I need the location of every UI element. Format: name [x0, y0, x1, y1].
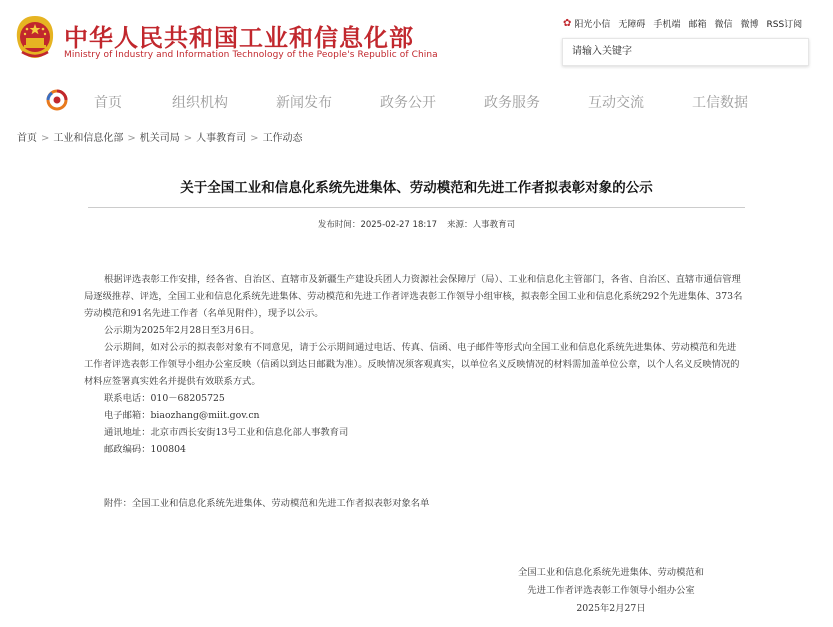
nav-news[interactable]: 新闻发布 — [276, 95, 332, 111]
site-title[interactable]: 中华人民共和国工业和信息化部 — [64, 24, 414, 52]
miit-logo-icon — [46, 89, 68, 111]
contact-address: 通讯地址：北京市西长安街13号工业和信息化部人事教育司 — [104, 427, 349, 438]
link-rss[interactable]: RSS订阅 — [766, 20, 803, 30]
title-divider — [88, 207, 745, 208]
signature-date: 2025年2月27日 — [576, 603, 646, 614]
breadcrumb-work-news[interactable]: 工作动态 — [262, 133, 303, 144]
nav-data[interactable]: 工信数据 — [692, 95, 748, 111]
breadcrumb-departments[interactable]: 机关司局 — [139, 133, 180, 144]
contact-postcode: 邮政编码：100804 — [104, 444, 186, 455]
paragraph: 公示期为2025年2月28日至3月6日。 — [104, 325, 260, 336]
sun-icon: ✿ — [563, 18, 572, 29]
paragraph: 公示期间，如对公示的拟表彰对象有不同意见，请于公示期间通过电话、传真、信函、电子邮件等形式向全国工业和信息化系统先进集体、劳动模范和先进工作者评选表彰工作领导小组办公室反映（信函以到达日邮戳为准）。反映情况须客观真实，以单位名义反映情况的材料需加盖单位公章，以个人名义反映情况的材料应签署真实姓名并提供有效联系方式。 — [84, 342, 740, 387]
breadcrumb: 首页 > 工业和信息化部 > 机关司局 > 人事教育司 > 工作动态 — [17, 133, 303, 144]
signature-line: 先进工作者评选表彰工作领导小组办公室 — [527, 585, 695, 596]
article-meta — [0, 218, 833, 230]
breadcrumb-personnel[interactable]: 人事教育司 — [196, 133, 247, 144]
nav-organization[interactable]: 组织机构 — [172, 95, 228, 111]
paragraph: 根据评选表彰工作安排，经各省、自治区、直辖市及新疆生产建设兵团人力资源社会保障厅（局）、工业和信息化主管部门，各省、自治区、直辖市通信管理局逐级推荐、评选，全国工业和信息化系统先进集体、劳动模范和先进工作者评选表彰工作领导小组审核，拟表彰全国工业和信息化系统292个先进集体、373名劳动模范和91名先进工作者（名单见附件），现予以公示。 — [84, 274, 743, 319]
main-nav — [94, 92, 748, 112]
source-value: 人事教育司 — [472, 220, 516, 230]
search-input[interactable] — [570, 45, 804, 58]
link-weibo[interactable]: 微博 — [740, 20, 759, 30]
top-links — [563, 17, 810, 30]
signature-block — [489, 564, 733, 618]
signature-line: 全国工业和信息化系统先进集体、劳动模范和 — [518, 567, 704, 578]
breadcrumb-home[interactable]: 首页 — [17, 133, 37, 144]
nav-interaction[interactable]: 互动交流 — [588, 95, 644, 111]
national-emblem-icon — [14, 14, 56, 60]
breadcrumb-miit[interactable]: 工业和信息化部 — [53, 133, 124, 144]
nav-gov-services[interactable]: 政务服务 — [484, 95, 540, 111]
article-body — [84, 271, 744, 458]
link-wechat[interactable]: 微信 — [714, 20, 733, 30]
link-accessibility[interactable]: 无障碍 — [618, 20, 646, 30]
attachment-link[interactable]: 附件：全国工业和信息化系统先进集体、劳动模范和先进工作者拟表彰对象名单 — [104, 498, 430, 509]
publish-time: 2025-02-27 18:17 — [360, 220, 438, 230]
site-subtitle-english: Ministry of Industry and Information Technology of the People's Republic of China — [64, 50, 438, 60]
source-label: 来源： — [447, 220, 473, 230]
contact-phone: 联系电话：010－68205725 — [104, 393, 225, 404]
link-mailbox[interactable]: 邮箱 — [688, 20, 707, 30]
search-box — [562, 38, 809, 66]
nav-gov-affairs-open[interactable]: 政务公开 — [380, 95, 436, 111]
article-title: 关于全国工业和信息化系统先进集体、劳动模范和先进工作者拟表彰对象的公示 — [180, 180, 653, 196]
nav-home[interactable]: 首页 — [94, 95, 122, 111]
link-yangguang[interactable]: 阳光小信 — [574, 20, 611, 30]
contact-email: 电子邮箱：biaozhang@miit.gov.cn — [104, 410, 260, 421]
link-mobile[interactable]: 手机端 — [653, 20, 681, 30]
publish-label: 发布时间： — [317, 220, 361, 230]
